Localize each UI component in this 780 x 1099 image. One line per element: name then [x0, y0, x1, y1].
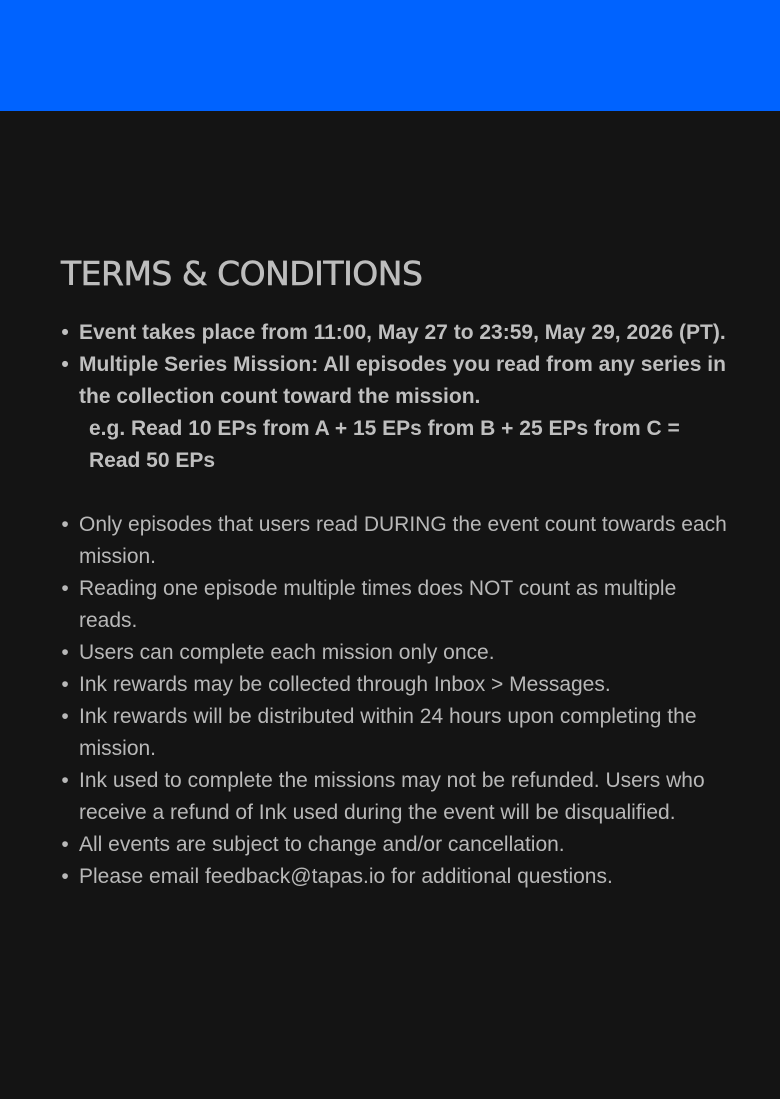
bullet-icon: • [61, 865, 69, 888]
bullet-icon: • [61, 353, 69, 376]
bullet-icon: • [61, 705, 69, 728]
bullet-icon: • [61, 769, 69, 792]
list-spacer [79, 477, 729, 509]
terms-item-text: Ink rewards may be collected through Inbox > Messages. [79, 673, 611, 696]
terms-item-example: e.g. Read 10 EPs from A + 15 EPs from B + 25 EPs from C = Read 50 EPs [89, 417, 680, 472]
bullet-icon: • [61, 833, 69, 856]
terms-item-text: Ink used to complete the missions may not be refunded. Users who receive a refund of Ink used during the event will be disqualified. [79, 769, 705, 824]
bullet-icon: • [61, 577, 69, 600]
terms-item-text: Ink rewards will be distributed within 24 hours upon completing the mission. [79, 705, 697, 760]
terms-item-text: Please email feedback@tapas.io for additional questions. [79, 865, 613, 888]
terms-item-text: Event takes place from 11:00, May 27 to 23:59, May 29, 2026 (PT). [79, 321, 726, 344]
terms-item-text: Only episodes that users read DURING the event count towards each mission. [79, 513, 727, 568]
terms-section [0, 111, 780, 1099]
terms-list [61, 317, 729, 893]
terms-item-text: All events are subject to change and/or cancellation. [79, 833, 565, 856]
terms-item-text: Users can complete each mission only once. [79, 641, 495, 664]
terms-item-text: Reading one episode multiple times does NOT count as multiple reads. [79, 577, 677, 632]
bullet-icon: • [61, 641, 69, 664]
terms-title: TERMS & CONDITIONS [61, 254, 423, 293]
terms-item [61, 669, 729, 701]
terms-item [61, 829, 729, 861]
terms-item [61, 573, 729, 637]
terms-item-text: Multiple Series Mission: All episodes you read from any series in the collection count toward the mission. [79, 353, 726, 408]
bullet-icon: • [61, 673, 69, 696]
terms-item [61, 765, 729, 829]
bullet-icon: • [61, 513, 69, 536]
terms-item-multiple-series [61, 349, 729, 477]
terms-item [61, 861, 729, 893]
terms-item [61, 509, 729, 573]
terms-item [61, 701, 729, 765]
terms-item [61, 637, 729, 669]
terms-item-event-period [61, 317, 729, 349]
top-banner [0, 0, 780, 111]
bullet-icon: • [61, 321, 69, 344]
